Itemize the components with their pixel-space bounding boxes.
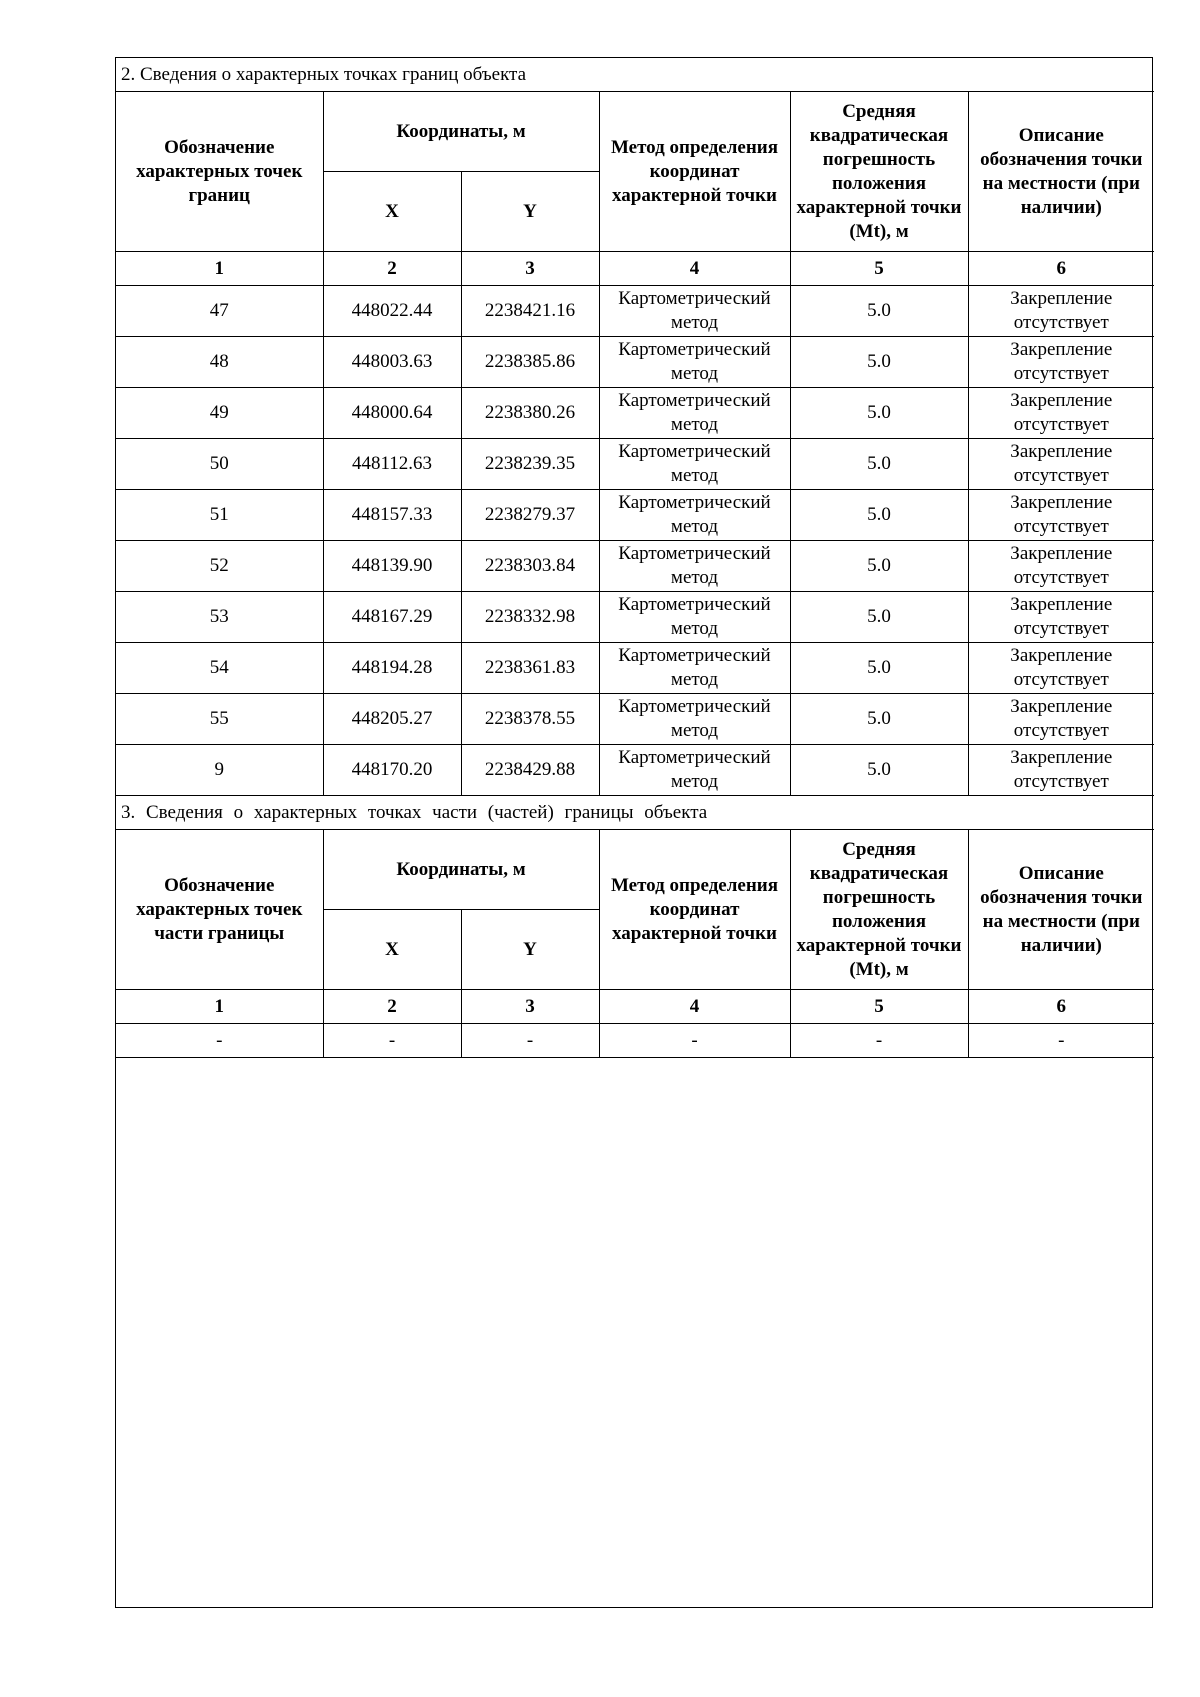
table-row: [116, 490, 1154, 541]
description: Закрепление отсутствует: [968, 490, 1154, 541]
table-row: [116, 388, 1154, 439]
method: Картометрический метод: [599, 541, 790, 592]
column-number-1: 1: [116, 990, 323, 1024]
header-y: Y: [461, 172, 599, 252]
coord-x: 448157.33: [323, 490, 461, 541]
coord-x: 448003.63: [323, 337, 461, 388]
method: Картометрический метод: [599, 694, 790, 745]
document-frame: [115, 57, 1153, 1608]
accuracy-mt: 5.0: [790, 388, 968, 439]
column-number-5: 5: [790, 252, 968, 286]
table-row: [116, 286, 1154, 337]
column-number-6: 6: [968, 990, 1154, 1024]
method: Картометрический метод: [599, 490, 790, 541]
table-row: [116, 694, 1154, 745]
point-id: 9: [116, 745, 323, 796]
accuracy-mt: 5.0: [790, 592, 968, 643]
header-designation: Обозначение характерных точек границ: [116, 92, 323, 252]
method: -: [599, 1024, 790, 1058]
point-id: 53: [116, 592, 323, 643]
coord-x: 448205.27: [323, 694, 461, 745]
accuracy-mt: 5.0: [790, 643, 968, 694]
method: Картометрический метод: [599, 337, 790, 388]
method: Картометрический метод: [599, 286, 790, 337]
table-row: [116, 337, 1154, 388]
accuracy-mt: 5.0: [790, 439, 968, 490]
section-3-title: 3. Сведения о характерных точках части (частей) границы объекта: [116, 796, 1154, 830]
method: Картометрический метод: [599, 388, 790, 439]
column-number-4: 4: [599, 990, 790, 1024]
coord-x: 448022.44: [323, 286, 461, 337]
coord-y: 2238429.88: [461, 745, 599, 796]
column-number-4: 4: [599, 252, 790, 286]
table-row: [116, 745, 1154, 796]
coord-x: 448170.20: [323, 745, 461, 796]
accuracy-mt: -: [790, 1024, 968, 1058]
point-id: 48: [116, 337, 323, 388]
description: Закрепление отсутствует: [968, 643, 1154, 694]
point-id: 54: [116, 643, 323, 694]
method: Картометрический метод: [599, 745, 790, 796]
coord-x: 448112.63: [323, 439, 461, 490]
point-id: 52: [116, 541, 323, 592]
description: Закрепление отсутствует: [968, 337, 1154, 388]
coord-y: 2238303.84: [461, 541, 599, 592]
column-number-2: 2: [323, 252, 461, 286]
header-x: X: [323, 910, 461, 990]
accuracy-mt: 5.0: [790, 337, 968, 388]
accuracy-mt: 5.0: [790, 745, 968, 796]
coord-y: 2238385.86: [461, 337, 599, 388]
description: Закрепление отсутствует: [968, 439, 1154, 490]
header-accuracy: Средняя квадратическая погрешность положения характерной точки (Mt), м: [790, 830, 968, 990]
table-row: [116, 541, 1154, 592]
column-number-3: 3: [461, 990, 599, 1024]
description: Закрепление отсутствует: [968, 286, 1154, 337]
point-id: -: [116, 1024, 323, 1058]
coord-x: 448167.29: [323, 592, 461, 643]
header-designation: Обозначение характерных точек части границы: [116, 830, 323, 990]
accuracy-mt: 5.0: [790, 541, 968, 592]
coord-x: 448000.64: [323, 388, 461, 439]
header-y: Y: [461, 910, 599, 990]
coord-y: -: [461, 1024, 599, 1058]
description: Закрепление отсутствует: [968, 592, 1154, 643]
header-coordinates: Координаты, м: [323, 92, 599, 172]
accuracy-mt: 5.0: [790, 694, 968, 745]
coord-y: 2238239.35: [461, 439, 599, 490]
section-2-title: 2. Сведения о характерных точках границ объекта: [116, 58, 1154, 92]
coord-x: 448139.90: [323, 541, 461, 592]
accuracy-mt: 5.0: [790, 286, 968, 337]
description: Закрепление отсутствует: [968, 541, 1154, 592]
column-number-1: 1: [116, 252, 323, 286]
coord-y: 2238380.26: [461, 388, 599, 439]
description: Закрепление отсутствует: [968, 745, 1154, 796]
method: Картометрический метод: [599, 592, 790, 643]
column-number-5: 5: [790, 990, 968, 1024]
point-id: 49: [116, 388, 323, 439]
method: Картометрический метод: [599, 439, 790, 490]
header-method: Метод определения координат характерной точки: [599, 830, 790, 990]
boundary-points-table: [116, 58, 1154, 1058]
coord-y: 2238332.98: [461, 592, 599, 643]
header-description: Описание обозначения точки на местности (при наличии): [968, 830, 1154, 990]
coord-y: 2238279.37: [461, 490, 599, 541]
table-row: [116, 643, 1154, 694]
point-id: 51: [116, 490, 323, 541]
description: Закрепление отсутствует: [968, 694, 1154, 745]
coord-x: 448194.28: [323, 643, 461, 694]
header-coords: Координаты, м: [323, 830, 599, 910]
header-method: Метод определения координат характерной точки: [599, 92, 790, 252]
column-number-2: 2: [323, 990, 461, 1024]
point-id: 50: [116, 439, 323, 490]
coord-y: 2238378.55: [461, 694, 599, 745]
column-number-3: 3: [461, 252, 599, 286]
header-x: X: [323, 172, 461, 252]
header-accuracy: Средняя квадратическая погрешность положения характерной точки (Mt), м: [790, 92, 968, 252]
coord-y: 2238421.16: [461, 286, 599, 337]
coord-y: 2238361.83: [461, 643, 599, 694]
point-id: 47: [116, 286, 323, 337]
coord-x: -: [323, 1024, 461, 1058]
column-number-6: 6: [968, 252, 1154, 286]
table-row: [116, 1024, 1154, 1058]
description: Закрепление отсутствует: [968, 388, 1154, 439]
header-description: Описание обозначения точки на местности (при наличии): [968, 92, 1154, 252]
accuracy-mt: 5.0: [790, 490, 968, 541]
description: -: [968, 1024, 1154, 1058]
table-row: [116, 592, 1154, 643]
method: Картометрический метод: [599, 643, 790, 694]
table-row: [116, 439, 1154, 490]
point-id: 55: [116, 694, 323, 745]
